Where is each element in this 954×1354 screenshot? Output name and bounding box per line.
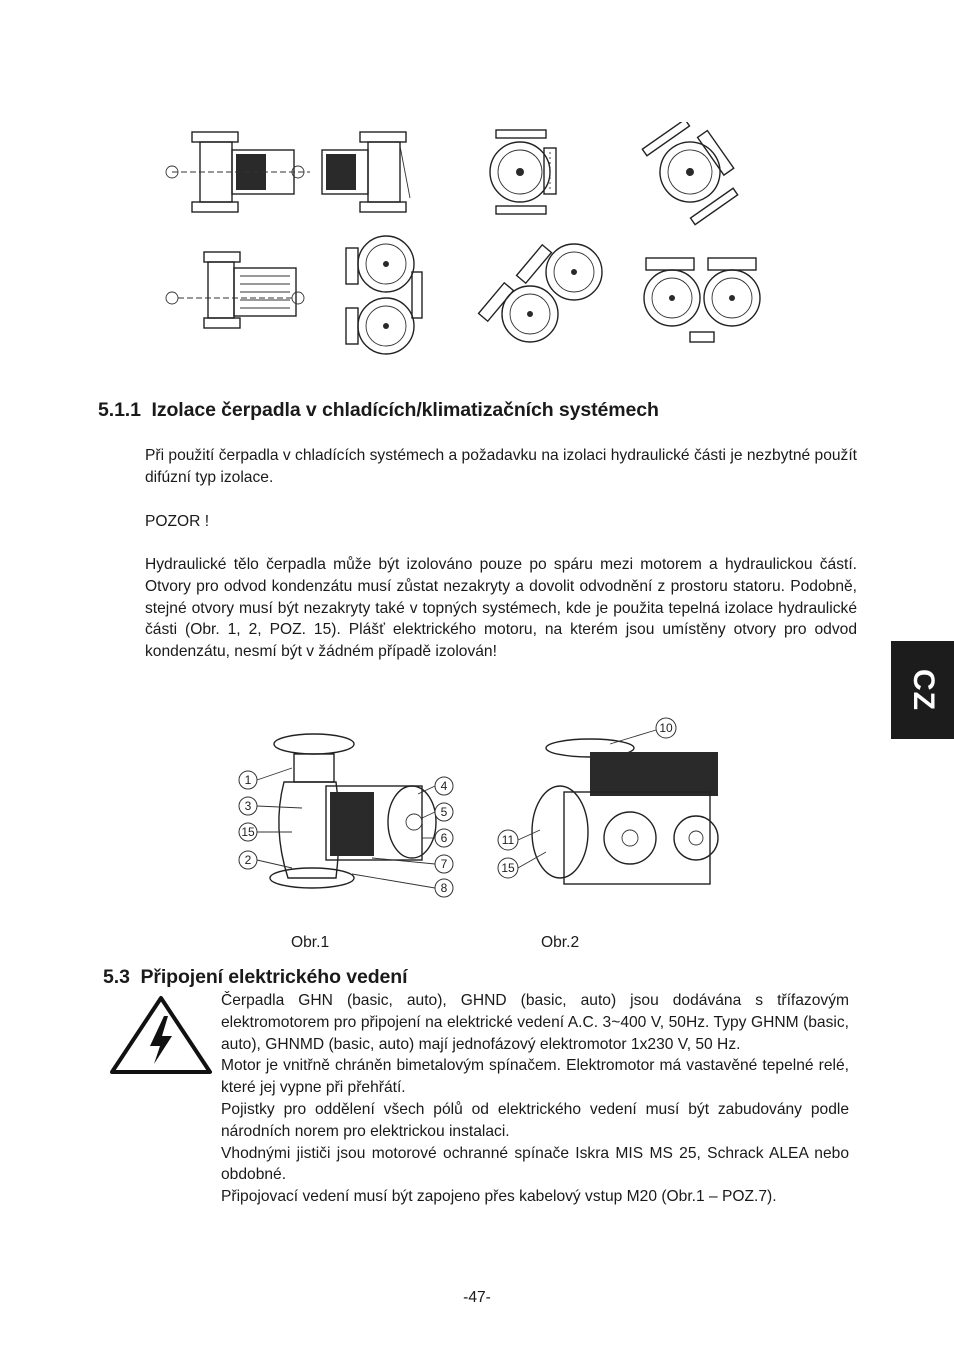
- electrical-paragraph-1: Čerpadla GHN (basic, auto), GHND (basic, auto) jsou dodávána s třífazovým elektromotorem pro připojení na elektrické vedení A.C. 3~400 V, 50Hz. Typy GHNM (basic, auto), GHNMD (basic, auto) mají jednofázový elektromotor 1x230 V, 50 Hz.: [221, 992, 849, 1053]
- obr2-caption: Obr.2: [541, 934, 580, 951]
- callout-11: 11: [501, 833, 515, 847]
- callout-7: 7: [440, 857, 448, 871]
- callout-15-obr2: 15: [501, 861, 515, 875]
- drawing-twin-pump-vertical: [346, 236, 422, 354]
- pump-orientation-drawings: [160, 122, 770, 362]
- language-tab-label: CZ: [906, 669, 940, 711]
- drawing-single-pump-side-a: [166, 132, 310, 212]
- insulation-paragraph-2: Hydraulické tělo čerpadla může být izolováno pouze po spáru mezi motorem a hydraulickou částí. Otvory pro odvod kondenzátu musí zůstat nezakryty a dovolit odvodnění z prostoru statoru. Podobně, stejné otvory musí být nezakryty také v topných systémech, kde je použita tepelná izolace hydraulické části (Obr. 1, 2, POZ. 15). Plášť elektrického motoru, na kterém jsou umístěny otvory pro odvod kondenzátu, nesmí být v žádném případě izolován!: [145, 556, 857, 661]
- language-tab: [891, 641, 954, 739]
- callout-3: 3: [244, 799, 252, 813]
- figure-obr2: [490, 712, 730, 892]
- electrical-paragraph-5: Připojovací vedení musí být zapojeno přes kabelový vstup M20 (Obr.1 – POZ.7).: [221, 1188, 777, 1206]
- figure-obr1: [232, 728, 462, 910]
- drawing-single-pump-side-c: [166, 252, 304, 328]
- electrical-hazard-icon: [108, 994, 214, 1076]
- drawing-single-pump-front-b: [639, 122, 747, 227]
- electrical-paragraph-3: Pojistky pro oddělení všech pólů od elektrického vedení musí být zabudovány podle národních norem pro elektrickou instalaci.: [221, 1100, 849, 1140]
- section-title: Izolace čerpadla v chladících/klimatizačních systémech: [151, 399, 659, 421]
- callout-2: 2: [244, 853, 252, 867]
- electrical-paragraph-2: Motor je vnitřně chráněn bimetalovým spínačem. Elektromotor má vastavěné tepelné relé, které jej vypne při přehřátí.: [221, 1057, 849, 1097]
- callout-6: 6: [440, 831, 448, 845]
- section-number: 5.1.1: [98, 399, 141, 421]
- callout-1: 1: [244, 773, 252, 787]
- section-5-3-heading: [103, 966, 407, 989]
- callout-8: 8: [440, 881, 448, 895]
- electrical-section-body: [221, 990, 849, 1208]
- section-title: Připojení elektrického vedení: [140, 966, 408, 988]
- drawing-single-pump-front-a: [490, 130, 556, 214]
- warning-label: POZOR !: [145, 513, 210, 530]
- page-number: -47-: [463, 1289, 491, 1306]
- drawing-twin-pump-horizontal: [644, 258, 760, 342]
- section-5-1-1-heading: [98, 399, 659, 422]
- electrical-paragraph-4: Vhodnými jističi jsou motorové ochranné spínače Iskra MIS MS 25, Schrack ALEA nebo obdobné.: [221, 1144, 849, 1184]
- section-number: 5.3: [103, 966, 130, 988]
- callout-5: 5: [440, 805, 448, 819]
- callout-10: 10: [659, 721, 673, 735]
- callout-4: 4: [440, 779, 448, 793]
- callout-15: 15: [241, 825, 255, 839]
- drawing-single-pump-side-b: [322, 132, 410, 212]
- insulation-paragraph-1: Při použití čerpadla v chladících systémech a požadavku na izolaci hydraulické části je nezbytné použít difúzní typ izolace.: [145, 447, 857, 486]
- obr1-caption: Obr.1: [291, 934, 330, 951]
- drawing-twin-pump-diagonal: [479, 244, 602, 342]
